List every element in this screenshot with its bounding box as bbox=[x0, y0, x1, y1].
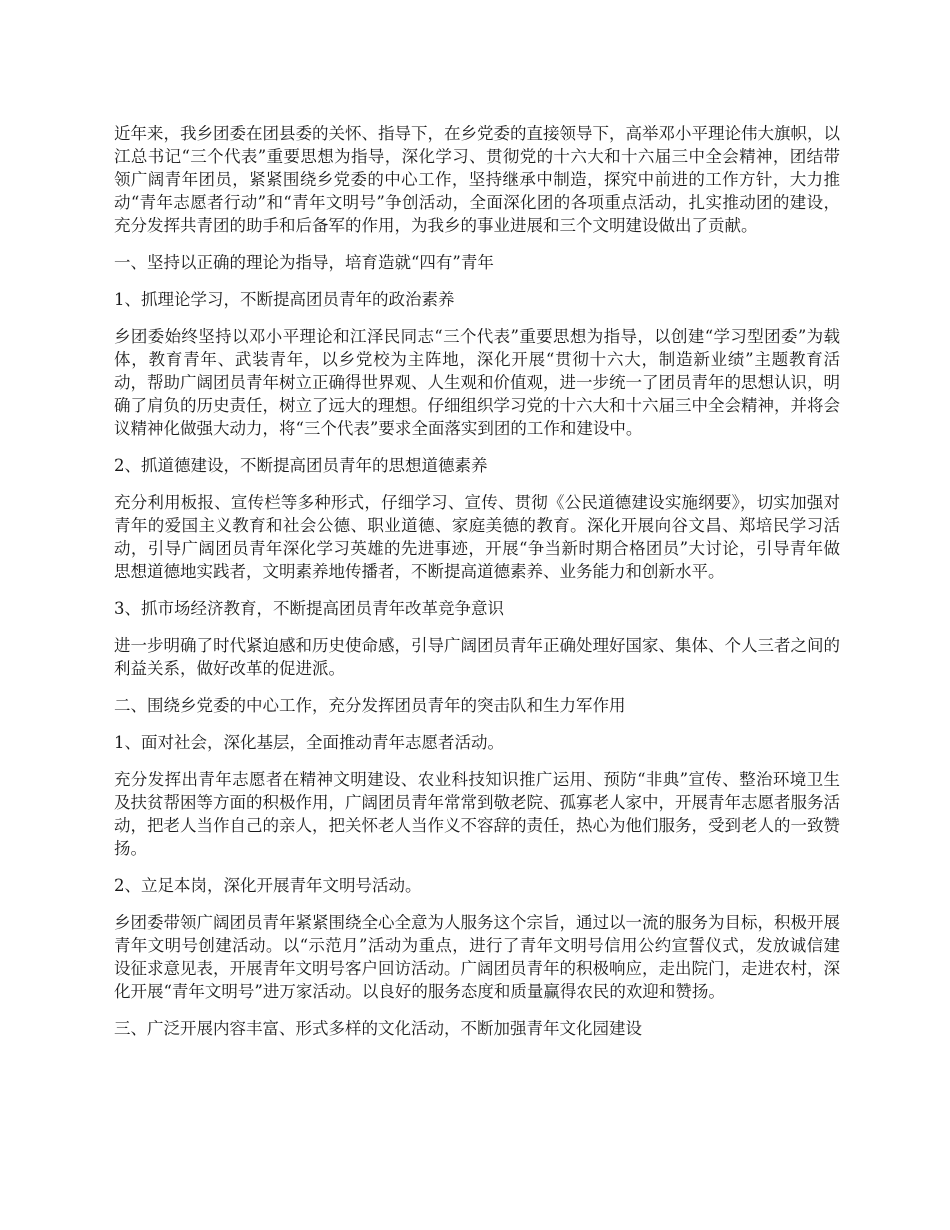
section-1-heading: 一、坚持以正确的理论为指导，培育造就“四有”青年 bbox=[114, 253, 494, 272]
subsection-1-1-heading: 1、抓理论学习，不断提高团员青年的政治素养 bbox=[114, 290, 455, 309]
subsection-2-2-body: 乡团委带领广阔团员青年紧紧围绕全心全意为人服务这个宗旨，通过以一流的服务为目标，积极开展青年文明号创建活动。以“示范月”活动为重点，进行了青年文明号信用公约宣誓仪式，发放诚信建设征求意见表，开展青年文明号客户回访活动。广阔团员青年的积极响应，走出院门，走进农村，深化开展“青年文明号”进万家活动。以良好的服务态度和质量赢得农民的欢迎和赞扬。 bbox=[114, 913, 840, 1001]
subsection-1-3-heading: 3、抓市场经济教育，不断提高团员青年改革竞争意识 bbox=[114, 599, 504, 618]
subsection-2-2-heading: 2、立足本岗，深化开展青年文明号活动。 bbox=[114, 876, 422, 895]
subsection-1-2-heading: 2、抓道德建设，不断提高团员青年的思想道德素养 bbox=[114, 456, 488, 475]
subsection-2-1-body: 充分发挥出青年志愿者在精神文明建设、农业科技知识推广运用、预防“非典”宣传、整治环境卫生及扶贫帮困等方面的积极作用，广阔团员青年常常到敬老院、孤寡老人家中，开展青年志愿者服务活动，把老人当作自己的亲人，把关怀老人当作义不容辞的责任，热心为他们服务，受到老人的一致赞扬。 bbox=[114, 770, 840, 858]
document-page bbox=[114, 122, 840, 1054]
subsection-1-2-body: 充分利用板报、宣传栏等多种形式，仔细学习、宣传、贯彻《公民道德建设实施纲要》，切实加强对青年的爱国主义教育和社会公德、职业道德、家庭美德的教育。深化开展向谷文昌、郑培民学习活动，引导广阔团员青年深化学习英雄的先进事迹，开展“争当新时期合格团员”大讨论，引导青年做思想道德地实践者，文明素养地传播者，不断提高道德素养、业务能力和创新水平。 bbox=[114, 493, 840, 581]
intro-paragraph: 近年来，我乡团委在团县委的关怀、指导下，在乡党委的直接领导下，高举邓小平理论伟大旗帜，以江总书记“三个代表”重要思想为指导，深化学习、贯彻党的十六大和十六届三中全会精神，团结带领广阔青年团员，紧紧围绕乡党委的中心工作，坚持继承中制造，探究中前进的工作方针，大力推动“青年志愿者行动”和“青年文明号”争创活动，全面深化团的各项重点活动，扎实推动团的建设，充分发挥共青团的助手和后备军的作用，为我乡的事业进展和三个文明建设做出了贡献。 bbox=[114, 124, 840, 235]
section-2-heading: 二、围绕乡党委的中心工作，充分发挥团员青年的突击队和生力军作用 bbox=[114, 696, 626, 715]
subsection-1-1-body: 乡团委始终坚持以邓小平理论和江泽民同志“三个代表”重要思想为指导，以创建“学习型团委”为载体，教育青年、武装青年，以乡党校为主阵地，深化开展“贯彻十六大，制造新业绩”主题教育活动，帮助广阔团员青年树立正确得世界观、人生观和价值观，进一步统一了团员青年的思想认识，明确了肩负的历史责任，树立了远大的理想。仔细组织学习党的十六大和十六届三中全会精神，并将会议精神化做强大动力，将“三个代表”要求全面落实到团的工作和建设中。 bbox=[114, 327, 840, 438]
subsection-1-3-body: 进一步明确了时代紧迫感和历史使命感，引导广阔团员青年正确处理好国家、集体、个人三者之间的利益关系，做好改革的促进派。 bbox=[114, 636, 840, 678]
section-3-heading: 三、广泛开展内容丰富、形式多样的文化活动，不断加强青年文化园建设 bbox=[114, 1019, 642, 1038]
subsection-2-1-heading: 1、面对社会，深化基层，全面推动青年志愿者活动。 bbox=[114, 733, 504, 752]
